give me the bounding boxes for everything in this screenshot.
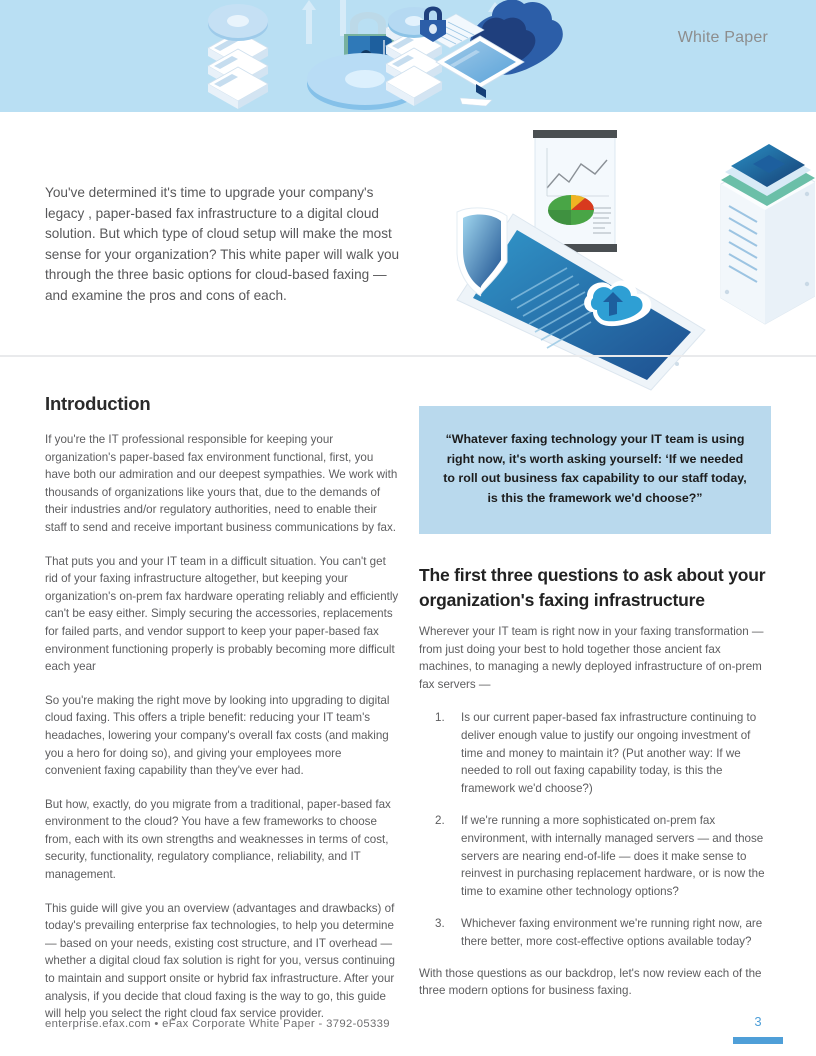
list-item-number: 2. [435, 814, 445, 828]
section-divider [0, 355, 816, 357]
questions-intro-paragraph: Wherever your IT team is right now in your faxing transformation — from just doing your best to hold together those ancient fax machines, to managing a newly deployed infrastructure of on-prem fax servers — [419, 625, 764, 691]
questions-heading: The first three questions to ask about your organization's faxing infrastructure [419, 565, 766, 610]
pull-quote-box [419, 406, 771, 534]
server-stack-left [208, 4, 268, 109]
pie-chart-icon [548, 195, 594, 225]
left-content-column [45, 393, 400, 1023]
list-item [419, 709, 771, 797]
intro-paragraph-4: But how, exactly, do you migrate from a traditional, paper-based fax environment to the cloud? You have a few frameworks to choose from, each with its own strengths and weaknesses in terms of cost, security, functionality, regulatory compliance, reliability, and IT management. [45, 797, 391, 882]
intro-paragraph-5: This guide will give you an overview (advantages and drawbacks) of today's prevailing enterprise fax technologies, to help you determine — based on your needs, existing cost structure, and IT overhead — whether a digital cloud fax solution is right for you, versus continuing to maintain and support onsite or hybrid fax infrastructure. After your analysis, if you decide that cloud faxing is the way to go, this guide will help you select the right cloud fax service provider. [45, 901, 395, 1021]
list-item-text: If we're running a more sophisticated on-prem fax environment, with internally managed servers — and those servers are nearing end-of-life — does it make sense to reinvest in purchasing replacement hardware, or is now the time to examine other technology options? [461, 814, 765, 898]
intro-paragraph-1: If you're the IT professional responsible for keeping your organization's paper-based fax environment functional, first, you have both our admiration and our deepest sympathies. We work with thousands of organizations like yours that, due to the demands of their industries and/or regulatory authorities, need to enable their staff to send and receive important business communications by fax. [45, 433, 398, 534]
gear-icon [208, 4, 268, 41]
server-tower [721, 144, 815, 324]
list-item-number: 1. [435, 711, 445, 725]
lead-paragraph: You've determined it's time to upgrade your company's legacy , paper-based fax infrastructure to a digital cloud solution. But which type of cloud setup will make the most sense for your organization? This white paper will walk you through the three basic options for cloud-based faxing — and examine the pros and cons of each. [45, 185, 400, 303]
list-item-text: Whichever faxing environment we're running right now, are there better, more cost-effective options available today? [461, 917, 763, 948]
page-number: 3 [754, 1014, 762, 1029]
introduction-heading: Introduction [45, 393, 151, 414]
list-item [419, 915, 771, 950]
header-banner [0, 0, 816, 112]
questions-list [419, 709, 771, 950]
intro-paragraph-2: That puts you and your IT team in a difficult situation. You can't get rid of your faxing infrastructure altogether, but keeping your organization's on-prem fax hardware operating reliably and efficiently can't be easy either. Simply securing the accessories, replacements for failed parts, and vendor support to keep your paper-based fax environment functioning properly is probably becoming more difficult each year [45, 554, 399, 674]
intro-paragraph-3: So you're making the right move by looking into upgrading to digital cloud faxing. This offers a triple benefit: reducing your IT team's headaches, lowering your company's overall fax costs (and making you a hero for doing so), and giving your employees more convenient faxing capability than they've ever had. [45, 693, 390, 778]
list-item-number: 3. [435, 917, 445, 931]
list-item [419, 812, 771, 900]
list-item-text: Is our current paper-based fax infrastructure continuing to deliver enough value to justify our ongoing investment of time and money to maintain it? (Put another way: If we needed to roll out faxing capability today, is this the framework we'd choose?) [461, 711, 757, 795]
white-paper-label: White Paper [677, 29, 768, 46]
footer-source-text: enterprise.efax.com • eFax Corporate White Paper - 3792-05339 [45, 1018, 390, 1030]
pull-quote-text: “Whatever faxing technology your IT team is using right now, it's worth asking yourself: ‘If we needed to roll out business fax capability to our staff today, is this the framework we'd choose?” [443, 432, 747, 505]
right-content-column [419, 406, 771, 1000]
page-number-bar [733, 1037, 783, 1044]
header-illustration [190, 0, 610, 112]
closing-paragraph: With those questions as our backdrop, let's now review each of the three modern options for business faxing. [419, 966, 762, 998]
